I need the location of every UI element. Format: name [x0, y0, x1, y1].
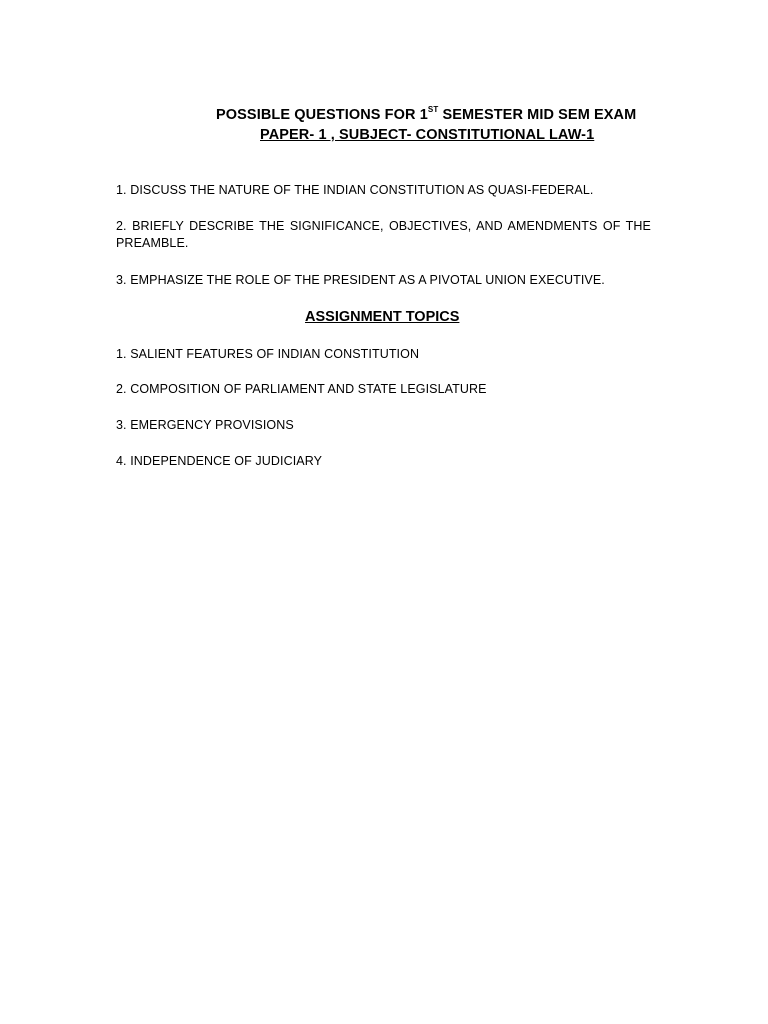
document-subtitle: PAPER- 1 , SUBJECT- CONSTITUTIONAL LAW-1 — [260, 127, 595, 143]
title-text-part2: SEMESTER MID SEM EXAM — [438, 107, 637, 123]
assignment-heading: ASSIGNMENT TOPICS — [305, 309, 460, 325]
title-superscript: ST — [427, 105, 439, 114]
assignment-topic: 4. INDEPENDENCE OF JUDICIARY — [116, 454, 323, 468]
assignment-topic: 3. EMERGENCY PROVISIONS — [116, 418, 294, 432]
assignment-topic: 1. SALIENT FEATURES OF INDIAN CONSTITUTION — [116, 347, 420, 361]
question-item: 2. BRIEFLY DESCRIBE THE SIGNIFICANCE, OBJECTIVES, AND AMENDMENTS OF THE PREAMBLE. — [116, 219, 651, 250]
document-title — [216, 107, 636, 123]
assignment-topic: 2. COMPOSITION OF PARLIAMENT AND STATE LEGISLATURE — [116, 382, 487, 396]
question-item: 1. DISCUSS THE NATURE OF THE INDIAN CONSTITUTION AS QUASI-FEDERAL. — [116, 183, 594, 197]
question-item: 3. EMPHASIZE THE ROLE OF THE PRESIDENT AS A PIVOTAL UNION EXECUTIVE. — [116, 273, 605, 287]
title-text-part1: POSSIBLE QUESTIONS FOR 1 — [216, 107, 428, 123]
